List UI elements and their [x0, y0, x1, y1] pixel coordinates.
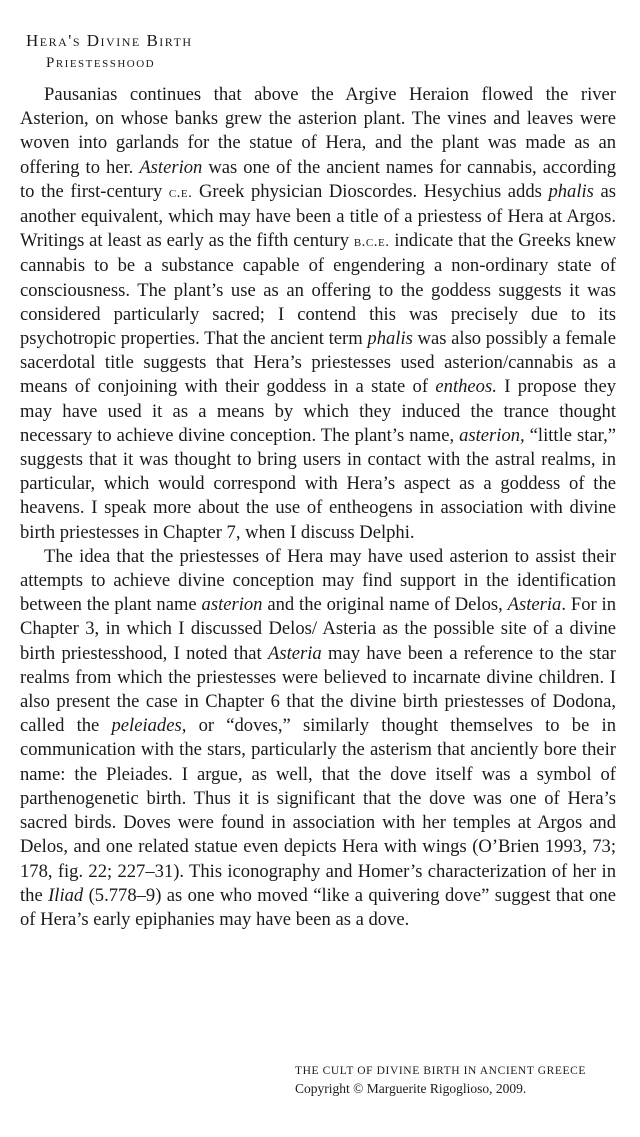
italic-term: Asteria — [507, 594, 562, 616]
text-run: “little star,” suggests that it was thought to bring users in contact with the astral realms, in particular, which would correspond with Hera’s aspect as a goddess of the heavens. I speak more about the use of entheogens in association with divine birth priestesses in Chapter 7, when I discuss Delphi. — [20, 424, 616, 543]
italic-term: entheos. — [435, 376, 497, 398]
footer-copyright: Copyright © Marguerite Rigoglioso, 2009. — [295, 1081, 527, 1096]
era-abbreviation: c.e. — [168, 184, 193, 201]
text-run: Greek physician Dioscordes. Hesychius adds — [192, 180, 549, 202]
text-run: was one of the ancient names for cannabis, according to the first-century — [20, 156, 616, 202]
text-run: was also possibly a female sacerdotal title suggests that Hera’s priestesses used asterion/cannabis as a means of conjoining with their goddess in a state of — [20, 328, 616, 398]
italic-term: phalis — [367, 328, 413, 350]
italic-term: asterion, — [459, 424, 525, 446]
italic-term: Asteria — [268, 642, 322, 664]
text-run: Pausanias continues that above the Argive Heraion flowed the river Asterion, on whose banks grew the asterion plant. The vines and leaves were woven into garlands for the statue of Hera, and the plant was made as an offering to her. — [20, 84, 616, 178]
text-run: (5.778–9) as one who moved “like a quivering dove” suggest that one of Hera’s early epiphanies may have been as a dove. — [20, 884, 616, 930]
italic-term: Asterion — [139, 156, 203, 178]
italic-term: phalis — [548, 180, 594, 202]
text-run: may have been a reference to the star realms from which the priestesses were believed to incarnate divine children. I also present the case in Chapter 6 that the divine birth priestesses of Dodona, called the — [20, 642, 616, 737]
text-run: I propose they may have used it as a means by which they induced the trance thought necessary to achieve divine conception. The plant’s name, — [20, 376, 616, 446]
footer-book-title: THE CULT OF DIVINE BIRTH IN ANCIENT GREECE — [295, 1065, 587, 1077]
running-head-subtitle: Priestesshood — [46, 55, 156, 71]
text-run: as another equivalent, which may have been a title of a priestess of Hera at Argos. Writings at least as early as the fifth century — [20, 180, 616, 252]
paragraph — [20, 545, 616, 932]
text-run: and the original name of Delos, — [262, 594, 508, 616]
running-head-title: Hera's Divine Birth — [26, 31, 193, 50]
text-run: The idea that the priestesses of Hera may have used asterion to assist their attempts to achieve divine conception may find support in the identification between the plant name — [20, 545, 616, 616]
italic-term: Iliad — [48, 884, 84, 906]
text-run: . For in Chapter 3, in which I discussed Delos/ Asteria as the possible site of a divine birth priestesshood, I noted that — [20, 594, 617, 664]
paragraph — [20, 83, 616, 545]
era-abbreviation: b.c.e. — [353, 234, 390, 251]
text-run: indicate that the Greeks knew cannabis to be a substance capable of engendering a non-ordinary state of consciousness. The plant’s use as an offering to the goddess suggests it was considered particularly sacred; I contend this was precisely due to its psychotropic properties. That the ancient term — [20, 230, 616, 350]
italic-term: peleiades, — [111, 715, 187, 737]
text-run: or “doves,” similarly thought themselves to be in communication with the stars, particularly the asterism that anciently bore their name: the Pleiades. I argue, as well, that the dove itself was a symbol of parthenogenetic birth. Thus it is significant that the dove was one of Hera’s sacred birds. Doves were found in association with her temples at Argos and Delos, and one related statue even depicts Hera with wings (O’Brien 1993, 73; 178, fig. 22; 227–31). This iconography and Homer’s characterization of her in the — [20, 715, 616, 906]
italic-term: asterion — [201, 594, 263, 616]
body-text — [20, 83, 616, 932]
